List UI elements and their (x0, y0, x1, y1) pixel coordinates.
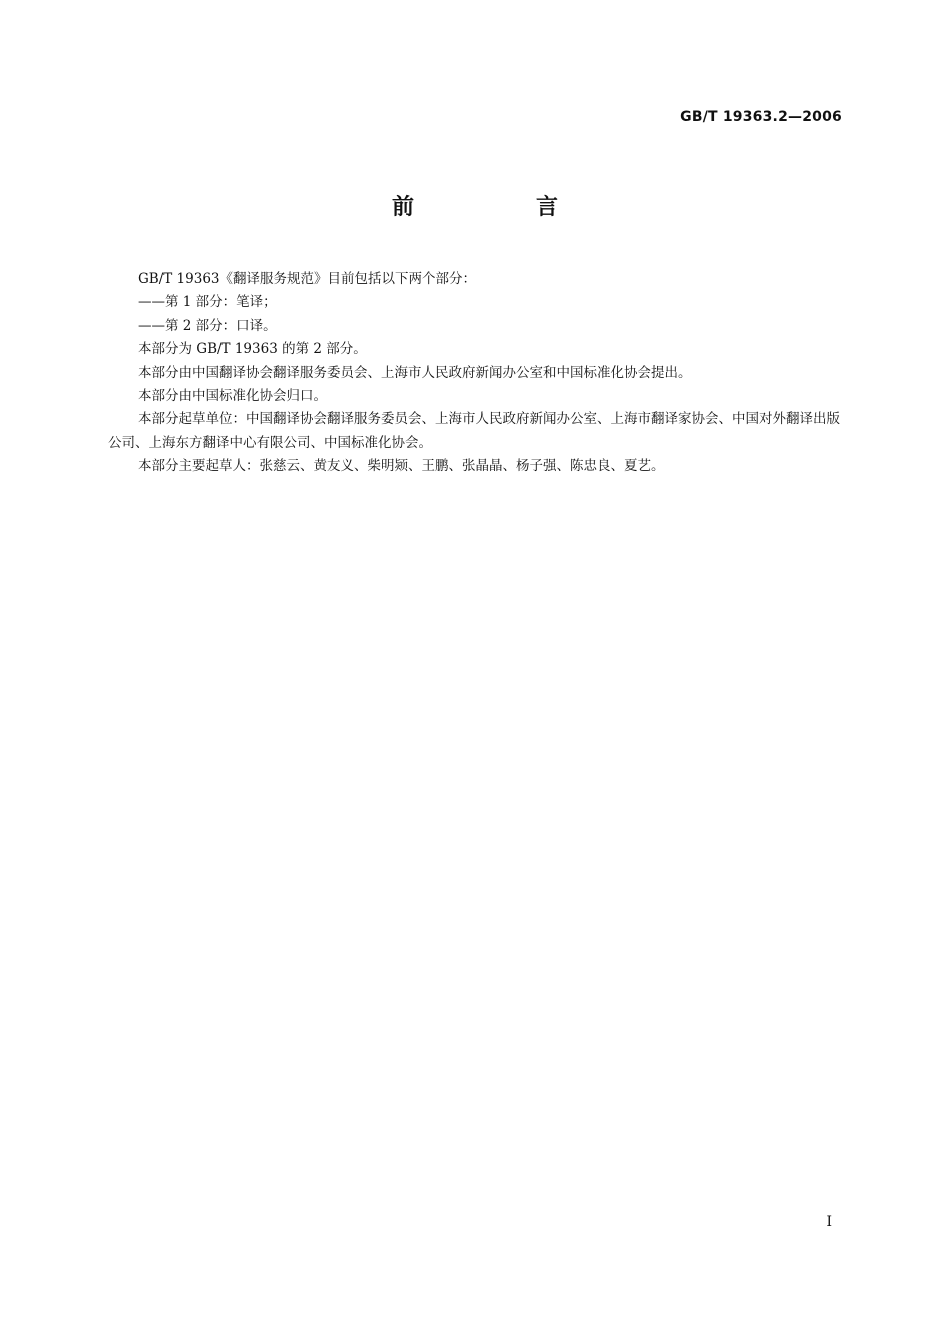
page-title: 前 言 (391, 195, 608, 220)
paragraph-this-part: 本部分为 GB/T 19363 的第 2 部分。 (138, 341, 367, 358)
standard-code: GB/T 19363.2—2006 (680, 109, 842, 125)
paragraph-scope: GB/T 19363《翻译服务规范》目前包括以下两个部分： (138, 271, 476, 287)
foreword-body (108, 268, 842, 479)
paragraph-proposed-by: 本部分由中国翻译协会翻译服务委员会、上海市人民政府新闻办公室和中国标准化协会提出。 (138, 364, 692, 381)
paragraph-drafters: 本部分主要起草人：张慈云、黄友义、柴明颎、王鹏、张晶晶、杨子强、陈忠良、夏艺。 (138, 458, 665, 475)
page-number: I (826, 1214, 832, 1230)
paragraph-part-1: ——第 1 部分：笔译； (138, 294, 277, 311)
paragraph-centralized-by: 本部分由中国标准化协会归口。 (138, 388, 327, 405)
paragraph-drafting-units: 本部分起草单位：中国翻译协会翻译服务委员会、上海市人民政府新闻办公室、上海市翻译家协会、中国对外翻译出版公司、上海东方翻译中心有限公司、中国标准化协会。 (108, 411, 840, 451)
paragraph-part-2: ——第 2 部分：口译。 (138, 317, 277, 334)
